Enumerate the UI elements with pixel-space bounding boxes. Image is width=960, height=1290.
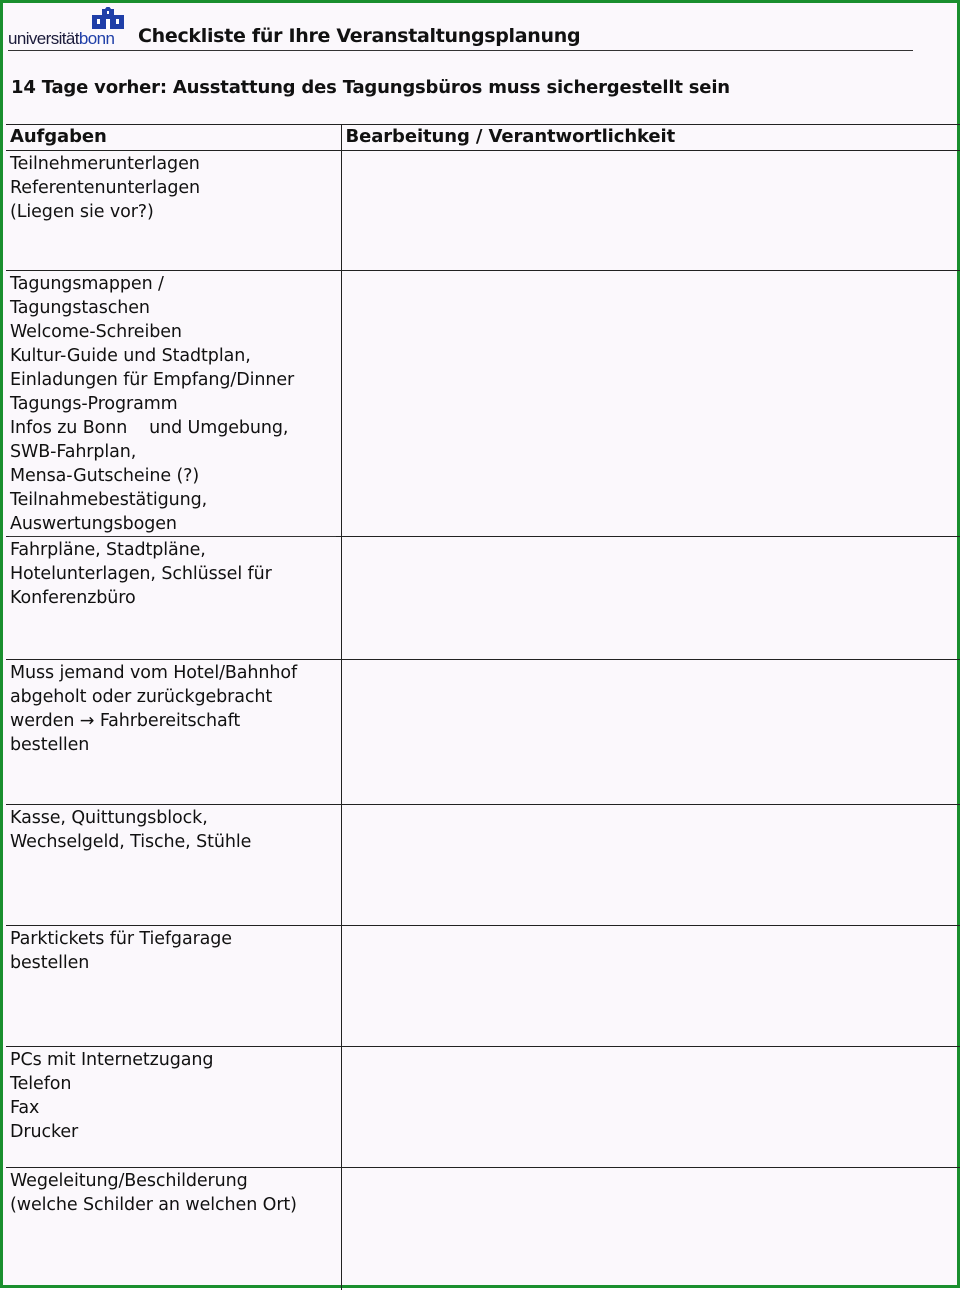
table-row: [6, 926, 960, 1047]
task-line: abgeholt oder zurückgebracht: [10, 687, 273, 707]
underline-mark: [9, 536, 336, 537]
task-line: (welche Schilder an welchen Ort): [10, 1195, 297, 1215]
task-line: Einladungen für Empfang/Dinner: [10, 370, 295, 390]
task-line: Mensa-Gutscheine (?): [10, 466, 200, 486]
task-cell: [6, 1168, 341, 1290]
logo-text-accent: bonn: [78, 29, 115, 48]
section-heading: 14 Tage vorher: Ausstattung des Tagungsbüros muss sichergestellt sein: [11, 77, 730, 98]
table-row: [6, 151, 960, 271]
column-header-tasks: Aufgaben: [6, 125, 341, 151]
task-line: Kultur-Guide und Stadtplan,: [10, 346, 251, 366]
task-line: (Liegen sie vor?): [10, 202, 154, 222]
task-line: Tagungstaschen: [10, 298, 150, 318]
task-line: Fahrpläne, Stadtpläne,: [10, 540, 206, 560]
task-line: Wechselgeld, Tische, Stühle: [10, 832, 252, 852]
task-cell: [6, 926, 341, 1047]
responsibility-cell[interactable]: [341, 1047, 960, 1168]
university-building-icon: [88, 7, 128, 29]
task-cell: [6, 151, 341, 271]
responsibility-cell[interactable]: [341, 805, 960, 926]
task-line: Muss jemand vom Hotel/Bahnhof: [10, 663, 298, 683]
responsibility-cell[interactable]: [341, 537, 960, 660]
responsibility-cell[interactable]: [341, 926, 960, 1047]
task-line: Konferenzbüro: [10, 588, 136, 608]
responsibility-cell[interactable]: [341, 660, 960, 805]
task-line: Telefon: [10, 1074, 72, 1094]
task-line: bestellen: [10, 953, 90, 973]
title-divider: [8, 50, 913, 51]
task-line: Teilnehmerunterlagen: [10, 154, 200, 174]
table-row: [6, 805, 960, 926]
table-header-row: [6, 125, 960, 151]
task-line: Tagungs-Programm: [10, 394, 178, 414]
task-line: Infos zu Bonn und Umgebung,: [10, 418, 289, 438]
checklist-table: [6, 124, 960, 1290]
table-row: [6, 660, 960, 805]
task-line: Teilnahmebestätigung,: [10, 490, 208, 510]
table-row: [6, 537, 960, 660]
logo-text-plain: universität: [8, 29, 79, 48]
column-header-responsibility: Bearbeitung / Verantwortlichkeit: [341, 125, 960, 151]
task-line: Auswertungsbogen: [10, 514, 177, 534]
task-line: PCs mit Internetzugang: [10, 1050, 214, 1070]
task-line: Welcome-Schreiben: [10, 322, 182, 342]
task-cell: [6, 805, 341, 926]
document-title: Checkliste für Ihre Veranstaltungsplanung: [138, 25, 581, 47]
task-line: Fax: [10, 1098, 40, 1118]
table-row: [6, 1168, 960, 1290]
table-row: [6, 271, 960, 537]
responsibility-cell[interactable]: [341, 1168, 960, 1290]
task-line: werden → Fahrbereitschaft: [10, 711, 241, 731]
task-line: Wegeleitung/Beschilderung: [10, 1171, 248, 1191]
task-line: Hotelunterlagen, Schlüssel für: [10, 564, 272, 584]
logo-wordmark: [8, 29, 114, 49]
university-logo: [8, 7, 130, 51]
table-row: [6, 1047, 960, 1168]
task-cell: [6, 1047, 341, 1168]
task-cell: [6, 271, 341, 537]
task-cell: [6, 660, 341, 805]
task-line: Parktickets für Tiefgarage: [10, 929, 232, 949]
task-line: bestellen: [10, 735, 90, 755]
task-line: Tagungsmappen /: [10, 274, 164, 294]
task-line: Referentenunterlagen: [10, 178, 201, 198]
responsibility-cell[interactable]: [341, 151, 960, 271]
task-line: SWB-Fahrplan,: [10, 442, 137, 462]
task-line: Kasse, Quittungsblock,: [10, 808, 208, 828]
responsibility-cell[interactable]: [341, 271, 960, 537]
task-line: Drucker: [10, 1122, 79, 1142]
task-cell: [6, 537, 341, 660]
